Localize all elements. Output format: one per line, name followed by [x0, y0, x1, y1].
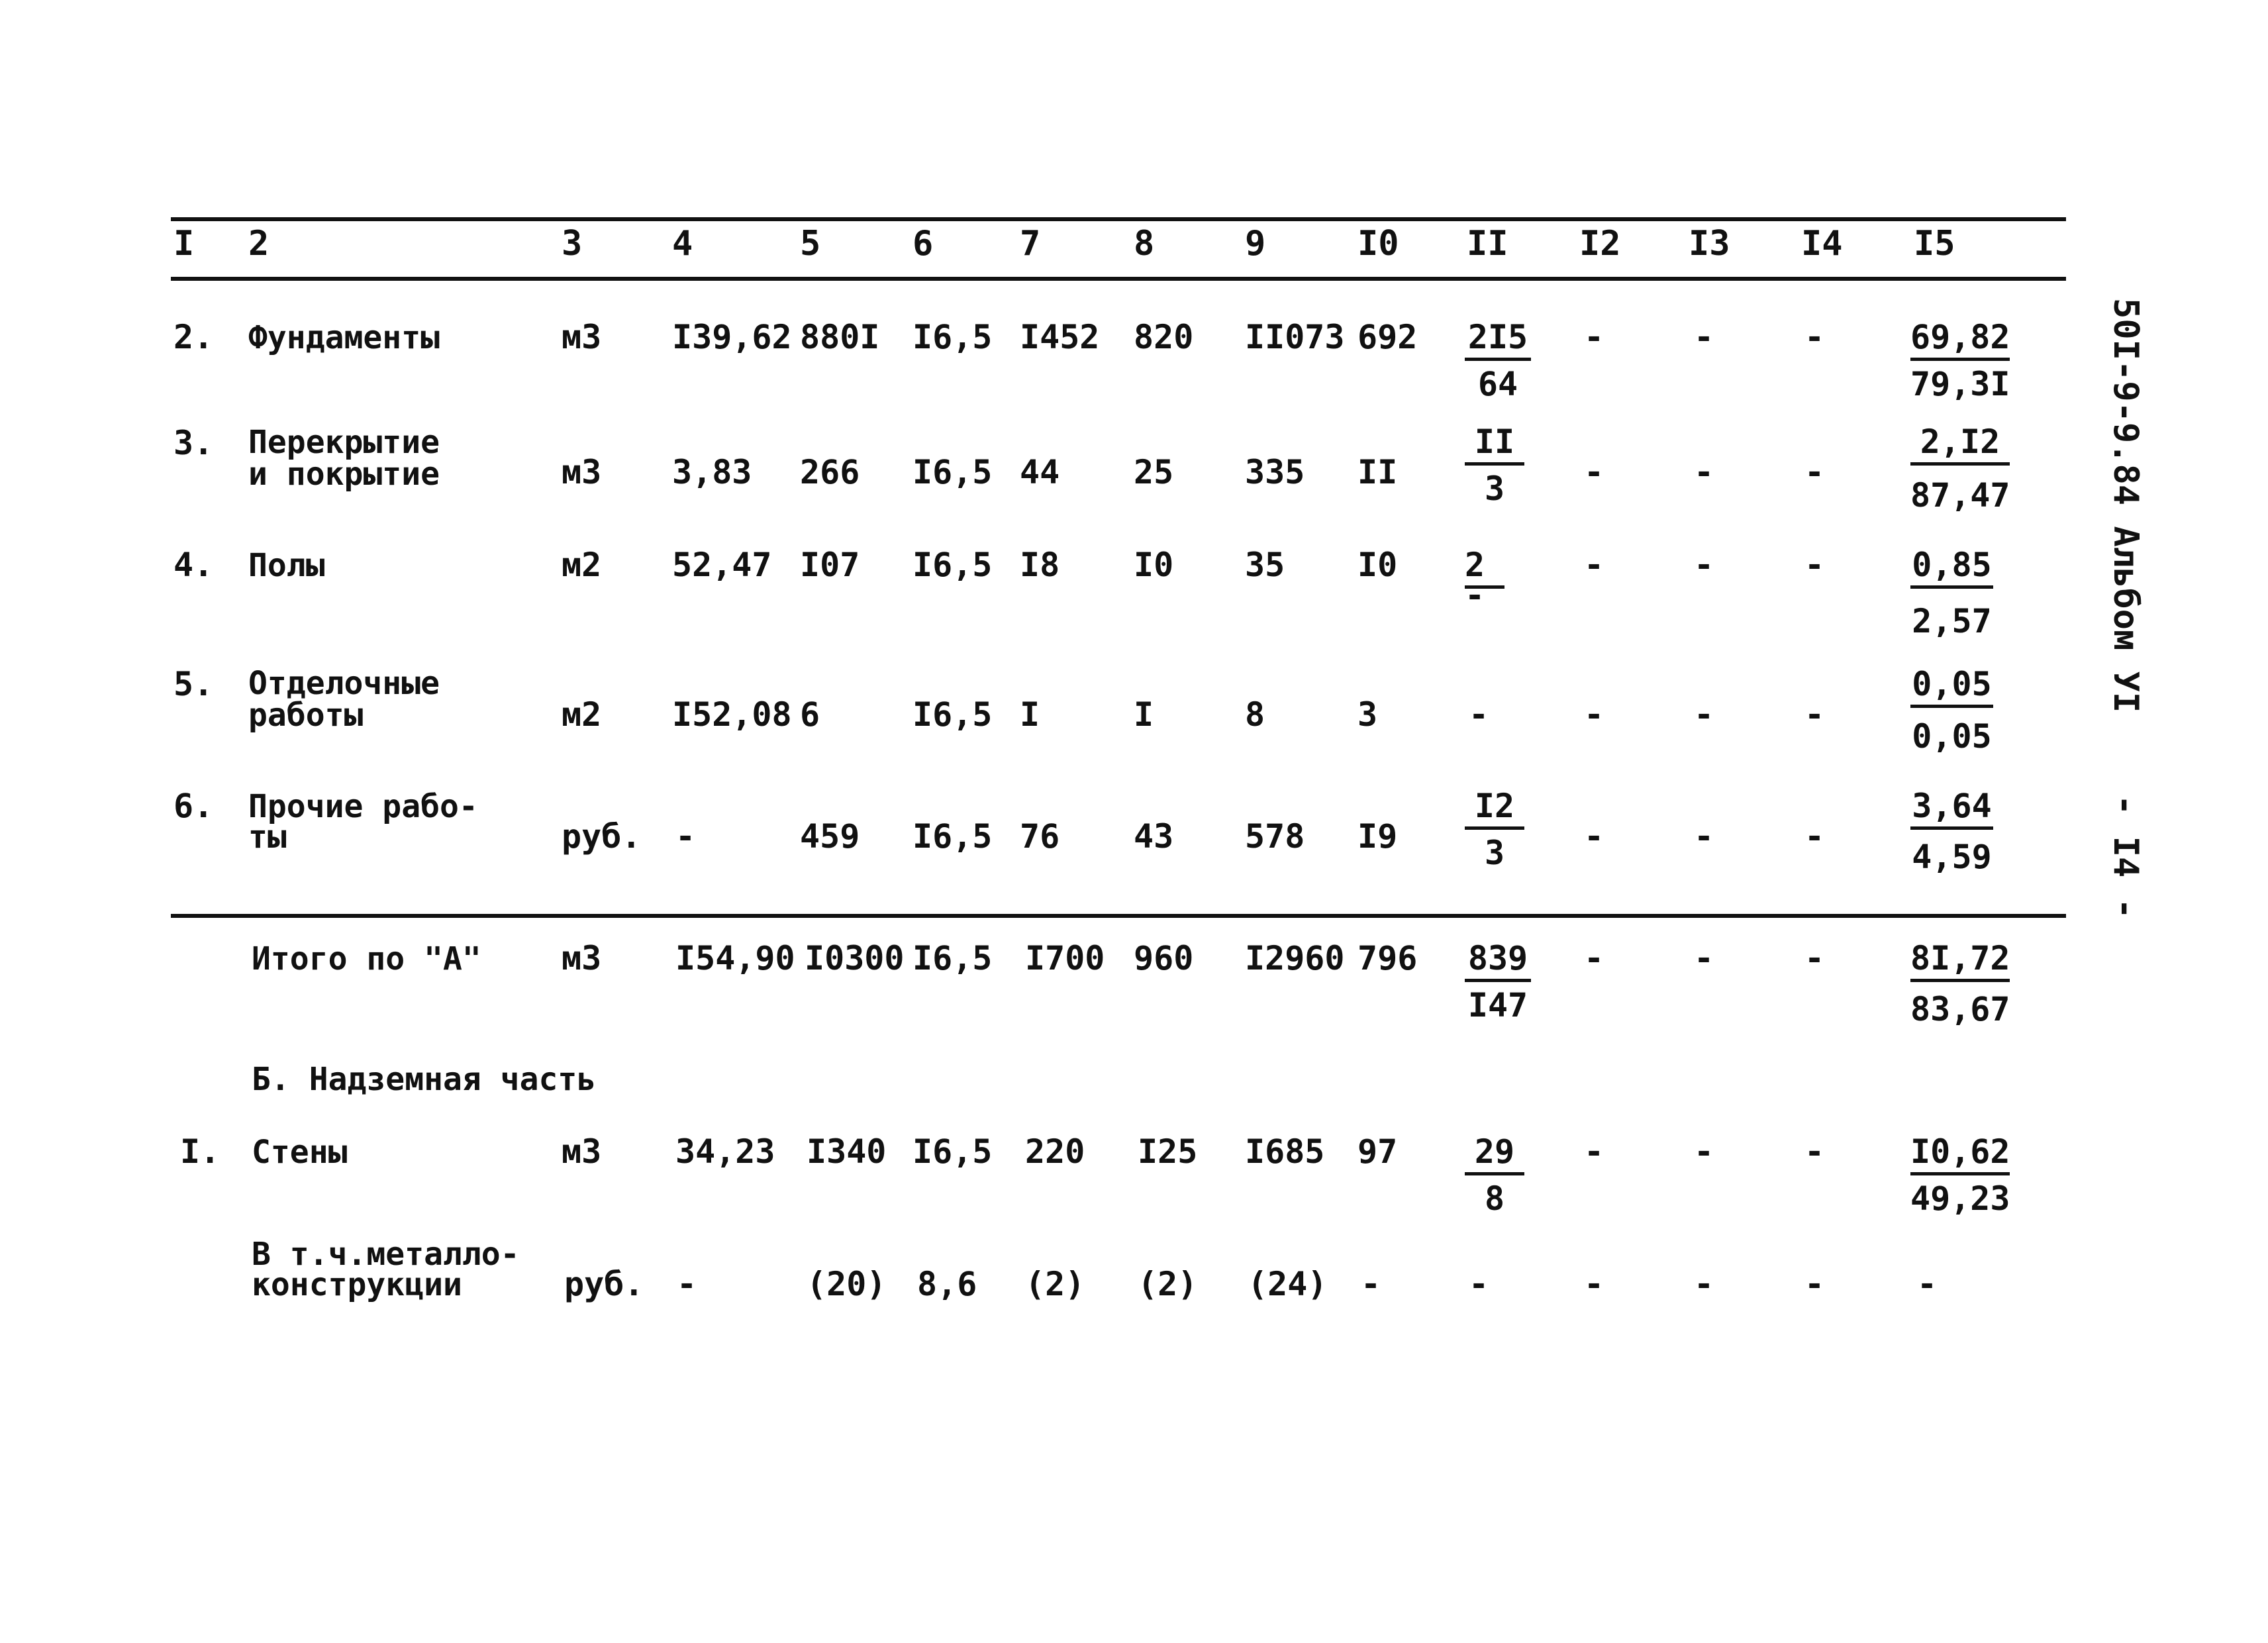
fraction-denominator: 49,23: [1910, 1179, 2010, 1218]
cell-col7: I: [1020, 695, 1040, 734]
cell-col6: I6,5: [912, 695, 993, 734]
cell-col11: -: [1469, 695, 1489, 734]
fraction-col11: [1465, 1134, 1524, 1217]
cell-col4: 52,47: [672, 546, 772, 584]
cell-col7: I8: [1020, 546, 1060, 584]
col-header-6: 6: [912, 224, 934, 264]
fraction-numerator: I0,62: [1910, 1134, 2010, 1175]
cell-col5: (20): [807, 1265, 887, 1303]
fraction-numerator: 8I,72: [1910, 940, 2010, 982]
cell-col12: -: [1584, 695, 1604, 734]
fraction-numerator: 69,82: [1910, 319, 2010, 361]
cell-col11: -: [1469, 1265, 1489, 1303]
cell-col7: 220: [1025, 1132, 1085, 1171]
row-number: 2.: [173, 318, 214, 356]
fraction-denominator: 0,05: [1912, 717, 1992, 756]
col-header-2: 2: [248, 224, 270, 264]
cell-col8: (2): [1138, 1265, 1198, 1303]
cell-col6: I6,5: [912, 318, 993, 356]
cell-col9: 8: [1245, 695, 1265, 734]
cell-col13: -: [1694, 546, 1714, 584]
fraction-denominator: 83,67: [1910, 990, 2010, 1028]
cell-col4: -: [675, 817, 696, 856]
cell-col9: II073: [1245, 318, 1345, 356]
cell-col8: 43: [1134, 817, 1174, 856]
cell-col5: 6: [800, 695, 820, 734]
fraction-numerator: 2: [1465, 547, 1504, 589]
row-number: 5.: [173, 665, 214, 703]
cell-col8: 25: [1134, 453, 1174, 491]
cell-col4: 34,23: [675, 1132, 775, 1171]
cell-col10: 97: [1357, 1132, 1398, 1171]
fraction-col11: [1465, 424, 1524, 507]
row-number: 3.: [173, 424, 214, 462]
cell-col6: I6,5: [912, 1132, 993, 1171]
col-header-10: I0: [1357, 224, 1399, 264]
row-number: I.: [180, 1132, 221, 1171]
cell-col8: I0: [1134, 546, 1174, 584]
col-header-14: I4: [1801, 224, 1843, 264]
cell-col13: -: [1694, 695, 1714, 734]
cell-col12: -: [1584, 453, 1604, 491]
row-name-line1: В т.ч.металло-: [252, 1236, 520, 1273]
fraction-numerator: 0,85: [1910, 547, 1993, 589]
col-header-4: 4: [672, 224, 693, 264]
cell-col8: I: [1134, 695, 1154, 734]
row-number: 6.: [173, 787, 214, 825]
cell-col9: I685: [1245, 1132, 1325, 1171]
cell-col13: -: [1694, 1132, 1714, 1171]
fraction-numerator: 2,I2: [1910, 424, 2010, 466]
fraction-denominator: I47: [1467, 986, 1528, 1024]
fraction-numerator: II: [1465, 424, 1524, 466]
col-header-9: 9: [1245, 224, 1266, 264]
subtotal-rule: [171, 914, 2066, 918]
cell-col5: 880I: [800, 318, 880, 356]
total-col14: -: [1804, 939, 1825, 977]
row-name-line2: конструкции: [252, 1266, 462, 1303]
row-unit: м2: [562, 546, 602, 584]
cell-col15: -: [1917, 1265, 1938, 1303]
total-label: Итого по "А": [252, 940, 481, 977]
row-unit: руб.: [564, 1265, 644, 1303]
cell-col13: -: [1694, 817, 1714, 856]
cell-col14: -: [1804, 1265, 1825, 1303]
cell-col14: -: [1804, 695, 1825, 734]
cell-col10: I0: [1357, 546, 1398, 584]
cell-col5: 459: [800, 817, 860, 856]
row-name-line2: ты: [248, 819, 287, 856]
fraction-numerator: 2I5: [1465, 319, 1531, 361]
fraction-col11: [1465, 940, 1531, 1023]
col-header-7: 7: [1020, 224, 1041, 264]
cell-col13: -: [1694, 1265, 1714, 1303]
fraction-denominator: 2,57: [1912, 602, 1992, 640]
total-col4: I54,90: [675, 939, 795, 977]
fraction-denominator: 8: [1484, 1179, 1505, 1218]
cell-col12: -: [1584, 1265, 1604, 1303]
cell-col14: -: [1804, 318, 1825, 356]
col-header-3: 3: [562, 224, 583, 264]
row-name-line1: Прочие рабо-: [248, 788, 478, 825]
total-col5: I0300: [805, 939, 905, 977]
row-name: Фундаменты: [248, 319, 440, 356]
cell-col9: 578: [1245, 817, 1305, 856]
row-unit: м3: [562, 453, 602, 491]
fraction-col15: [1910, 1134, 2010, 1217]
header-bottom-rule: [171, 277, 2066, 281]
fraction-numerator: 29: [1465, 1134, 1524, 1175]
col-header-13: I3: [1689, 224, 1730, 264]
cell-col6: I6,5: [912, 453, 993, 491]
fraction-denominator: 3: [1484, 834, 1505, 872]
fraction-col15: [1910, 940, 2010, 1027]
album-label: 50I-9-9.84 Альбом УI: [2106, 298, 2145, 713]
fraction-numerator: I2: [1465, 788, 1524, 830]
cell-col6: I6,5: [912, 817, 993, 856]
page-number: - I4 -: [2106, 795, 2145, 919]
fraction-col15: [1910, 666, 1993, 754]
total-col12: -: [1584, 939, 1604, 977]
row-name: Стены: [252, 1134, 348, 1171]
cell-col6: I6,5: [912, 546, 993, 584]
cell-col12: -: [1584, 318, 1604, 356]
cell-col7: (2): [1025, 1265, 1085, 1303]
row-name-line2: работы: [248, 697, 364, 734]
total-col10: 796: [1357, 939, 1418, 977]
col-header-15: I5: [1914, 224, 1955, 264]
fraction-col15: [1910, 319, 2010, 402]
total-col6: I6,5: [912, 939, 993, 977]
cell-col5: I07: [800, 546, 860, 584]
fraction-numerator: 839: [1465, 940, 1531, 982]
cell-col10: 3: [1357, 695, 1378, 734]
cell-col12: -: [1584, 817, 1604, 856]
row-name-line1: Перекрытие: [248, 424, 440, 461]
cell-col12: -: [1584, 1132, 1604, 1171]
total-unit: м3: [562, 939, 602, 977]
cell-col4: I39,62: [672, 318, 792, 356]
cell-col8: I25: [1138, 1132, 1198, 1171]
cell-col5: I340: [807, 1132, 887, 1171]
fraction-col15: [1910, 424, 2010, 513]
cell-col14: -: [1804, 1132, 1825, 1171]
total-col9: I2960: [1245, 939, 1345, 977]
fraction-denominator: 79,3I: [1910, 365, 2010, 403]
row-name-line1: Отделочные: [248, 665, 440, 702]
top-rule: [171, 217, 2066, 221]
row-unit: руб.: [562, 817, 642, 856]
fraction-col11: [1465, 546, 1504, 615]
cell-col13: -: [1694, 318, 1714, 356]
cell-col10: 692: [1357, 318, 1418, 356]
fraction-denominator: -: [1465, 576, 1485, 615]
row-unit: м3: [562, 318, 602, 356]
total-col13: -: [1694, 939, 1714, 977]
row-name-line2: и покрытие: [248, 456, 440, 493]
cell-col5: 266: [800, 453, 860, 491]
cell-col6: 8,6: [917, 1265, 977, 1303]
col-header-11: II: [1467, 224, 1508, 264]
row-unit: м3: [562, 1132, 602, 1171]
fraction-numerator: 3,64: [1910, 788, 1993, 830]
section-heading: Б. Надземная часть: [252, 1061, 597, 1098]
fraction-numerator: 0,05: [1910, 666, 1993, 708]
cell-col12: -: [1584, 546, 1604, 584]
cell-col14: -: [1804, 546, 1825, 584]
col-header-12: I2: [1579, 224, 1621, 264]
cell-col13: -: [1694, 453, 1714, 491]
fraction-col11: [1465, 788, 1524, 871]
fraction-denominator: 64: [1477, 365, 1518, 403]
col-header-5: 5: [800, 224, 821, 264]
fraction-denominator: 4,59: [1912, 838, 1992, 876]
total-col8: 960: [1134, 939, 1194, 977]
cell-col9: 35: [1245, 546, 1285, 584]
cell-col10: I9: [1357, 817, 1398, 856]
fraction-col15: [1910, 788, 1993, 875]
col-header-1: I: [173, 224, 195, 264]
cell-col4: I52,08: [672, 695, 792, 734]
cell-col7: 44: [1020, 453, 1060, 491]
cell-col10: -: [1361, 1265, 1381, 1303]
row-unit: м2: [562, 695, 602, 734]
cell-col14: -: [1804, 817, 1825, 856]
cell-col14: -: [1804, 453, 1825, 491]
row-number: 4.: [173, 546, 214, 584]
col-header-8: 8: [1134, 224, 1155, 264]
cell-col9: 335: [1245, 453, 1305, 491]
row-name: Полы: [248, 547, 325, 584]
cell-col7: 76: [1020, 817, 1060, 856]
cell-col9: (24): [1248, 1265, 1328, 1303]
fraction-col15: [1910, 547, 1993, 639]
cell-col4: 3,83: [672, 453, 752, 491]
cell-col4: -: [677, 1265, 697, 1303]
cell-col10: II: [1357, 453, 1398, 491]
fraction-denominator: 3: [1484, 470, 1505, 508]
cell-col7: I452: [1020, 318, 1100, 356]
fraction-col11: [1465, 319, 1531, 402]
fraction-denominator: 87,47: [1910, 476, 2010, 515]
cell-col8: 820: [1134, 318, 1194, 356]
total-col7: I700: [1025, 939, 1105, 977]
